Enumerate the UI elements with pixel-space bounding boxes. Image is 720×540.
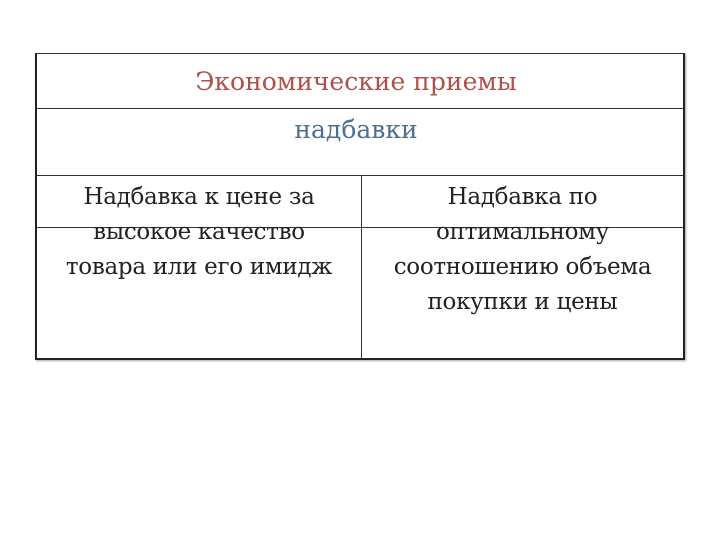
table-title: Экономические приемы [195, 66, 517, 96]
table-title-row [37, 54, 683, 109]
table-cell-volume-markup: Надбавка по оптимальному соотношению объема покупки и цены [393, 184, 652, 315]
table-subtitle: надбавки [294, 115, 418, 144]
table-cell-quality-markup: Надбавка к цене за высокое качество товара или его имидж [37, 176, 362, 359]
table-cells-row [37, 175, 683, 359]
slide-table [35, 53, 685, 360]
